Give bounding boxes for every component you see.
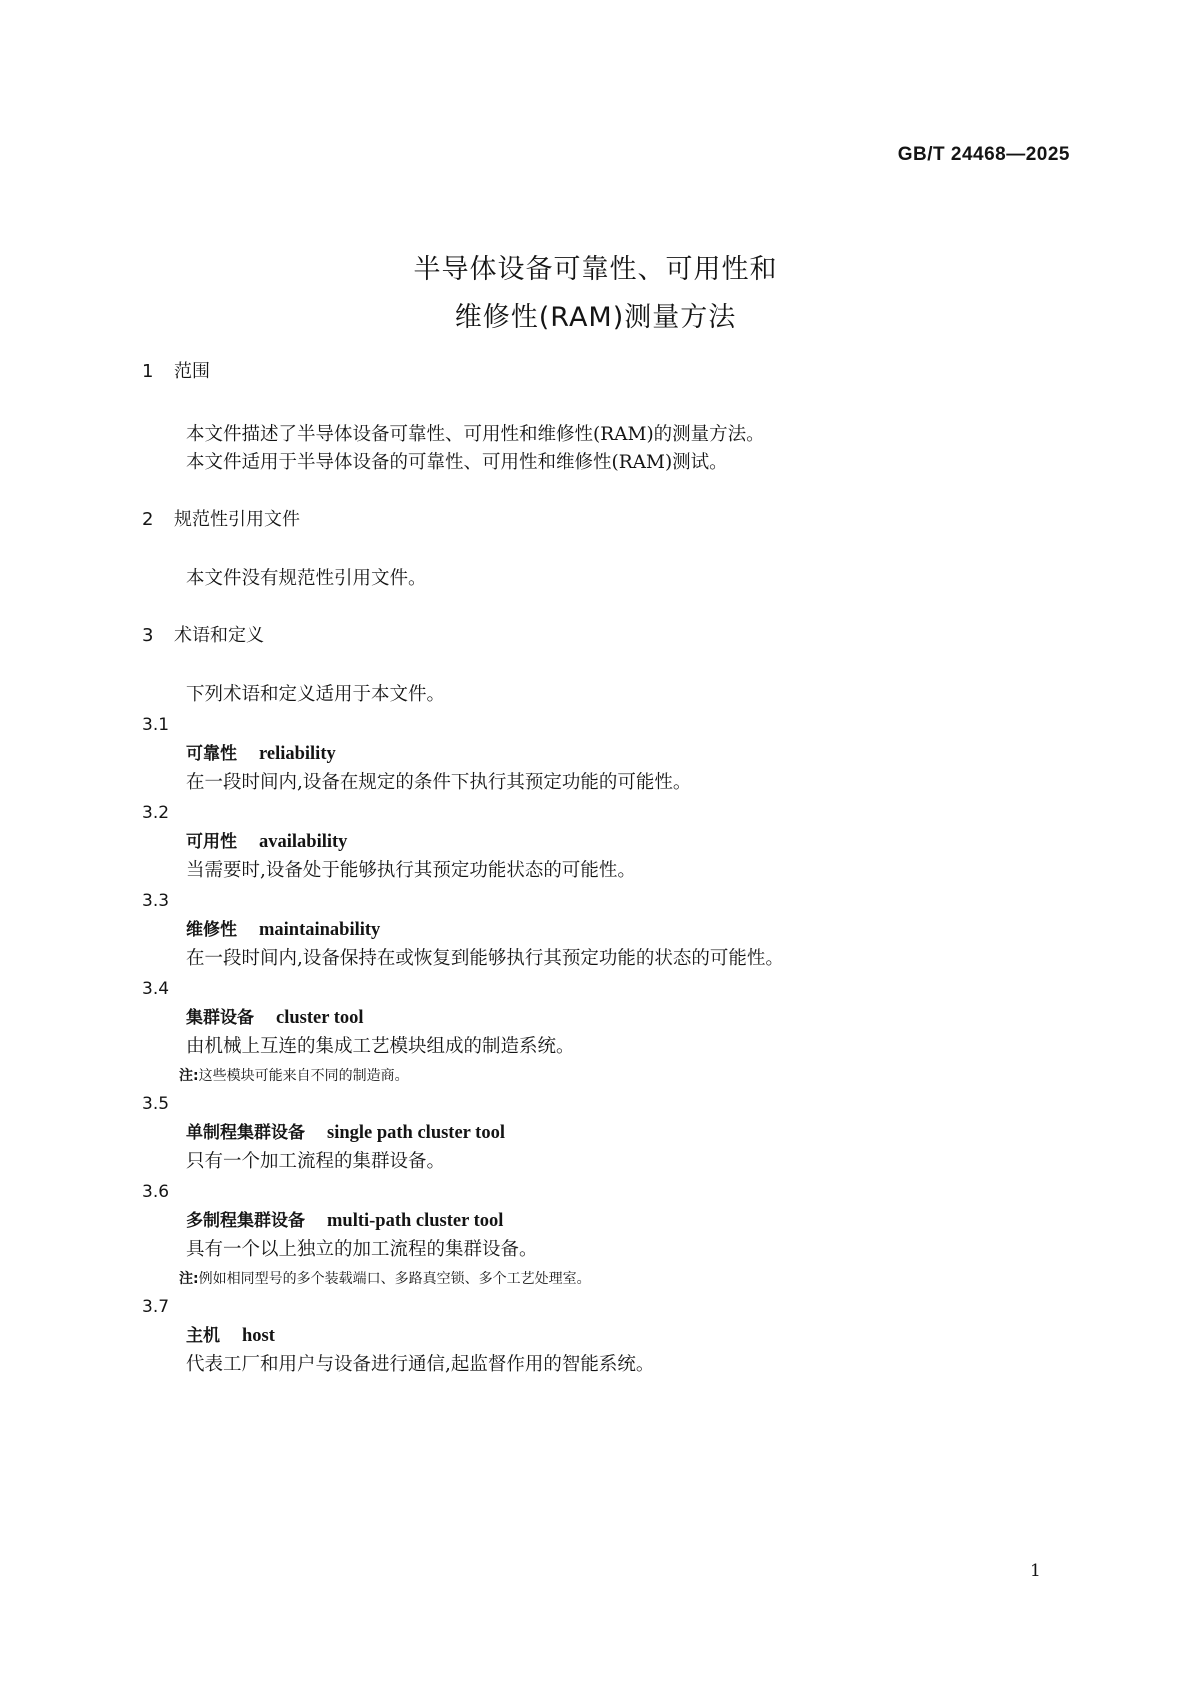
paragraph: 本文件没有规范性引用文件。: [186, 568, 427, 589]
paragraph: 本文件描述了半导体设备可靠性、可用性和维修性(RAM)的测量方法。: [186, 424, 765, 445]
term-entry: [186, 742, 336, 766]
term-en: availability: [259, 832, 348, 852]
term-en: single path cluster tool: [327, 1123, 505, 1143]
term-cn: 可靠性: [186, 744, 237, 764]
term-cn: 可用性: [186, 832, 237, 852]
term-en: cluster tool: [276, 1008, 364, 1028]
section-heading-terms: [142, 624, 264, 648]
term-number: 3.1: [142, 715, 170, 735]
section-title: 规范性引用文件: [174, 509, 300, 530]
term-en: multi-path cluster tool: [327, 1211, 504, 1231]
term-definition: 在一段时间内,设备在规定的条件下执行其预定功能的可能性。: [186, 772, 692, 793]
term-entry: [186, 830, 347, 854]
term-entry: [186, 1006, 364, 1030]
term-entry: [186, 918, 380, 942]
term-entry: [186, 1324, 275, 1348]
standard-code: GB/T 24468—2025: [897, 144, 1070, 165]
note-label: 注:: [179, 1068, 199, 1084]
section-title: 范围: [174, 361, 210, 382]
term-cn: 集群设备: [186, 1008, 254, 1028]
term-definition: 具有一个以上独立的加工流程的集群设备。: [186, 1239, 538, 1260]
term-definition: 只有一个加工流程的集群设备。: [186, 1151, 446, 1172]
title-line-2: 维修性(RAM)测量方法: [454, 302, 737, 333]
note-text: 例如相同型号的多个装载端口、多路真空锁、多个工艺处理室。: [198, 1271, 591, 1287]
term-definition: 当需要时,设备处于能够执行其预定功能状态的可能性。: [186, 860, 636, 881]
term-number: 3.3: [142, 891, 170, 911]
section-number: 1: [142, 361, 154, 382]
term-en: host: [242, 1326, 275, 1346]
term-number: 3.4: [142, 979, 170, 999]
paragraph: 本文件适用于半导体设备的可靠性、可用性和维修性(RAM)测试。: [186, 452, 728, 473]
term-entry: [186, 1121, 505, 1145]
term-cn: 多制程集群设备: [186, 1211, 305, 1231]
term-number: 3.2: [142, 803, 170, 823]
term-definition: 由机械上互连的集成工艺模块组成的制造系统。: [186, 1036, 575, 1057]
term-definition: 在一段时间内,设备保持在或恢复到能够执行其预定功能的状态的可能性。: [186, 948, 784, 969]
term-note: [179, 1066, 409, 1086]
note-text: 这些模块可能来自不同的制造商。: [198, 1068, 409, 1084]
note-label: 注:: [179, 1271, 199, 1287]
term-cn: 维修性: [186, 920, 237, 940]
term-number: 3.7: [142, 1297, 170, 1317]
section-number: 3: [142, 625, 154, 646]
term-en: reliability: [259, 744, 336, 764]
section-number: 2: [142, 509, 154, 530]
page-number: 1: [1030, 1561, 1041, 1581]
term-number: 3.5: [142, 1094, 170, 1114]
term-en: maintainability: [259, 920, 381, 940]
document-title: [0, 246, 1191, 342]
section-heading-normative-references: [142, 508, 300, 532]
paragraph: 下列术语和定义适用于本文件。: [186, 684, 446, 705]
term-note: [179, 1269, 591, 1289]
term-cn: 单制程集群设备: [186, 1123, 305, 1143]
title-line-1: 半导体设备可靠性、可用性和: [413, 254, 778, 285]
term-definition: 代表工厂和用户与设备进行通信,起监督作用的智能系统。: [186, 1354, 655, 1375]
term-cn: 主机: [186, 1326, 220, 1346]
section-title: 术语和定义: [174, 625, 264, 646]
term-number: 3.6: [142, 1182, 170, 1202]
section-heading-scope: [142, 360, 210, 384]
term-entry: [186, 1209, 503, 1233]
